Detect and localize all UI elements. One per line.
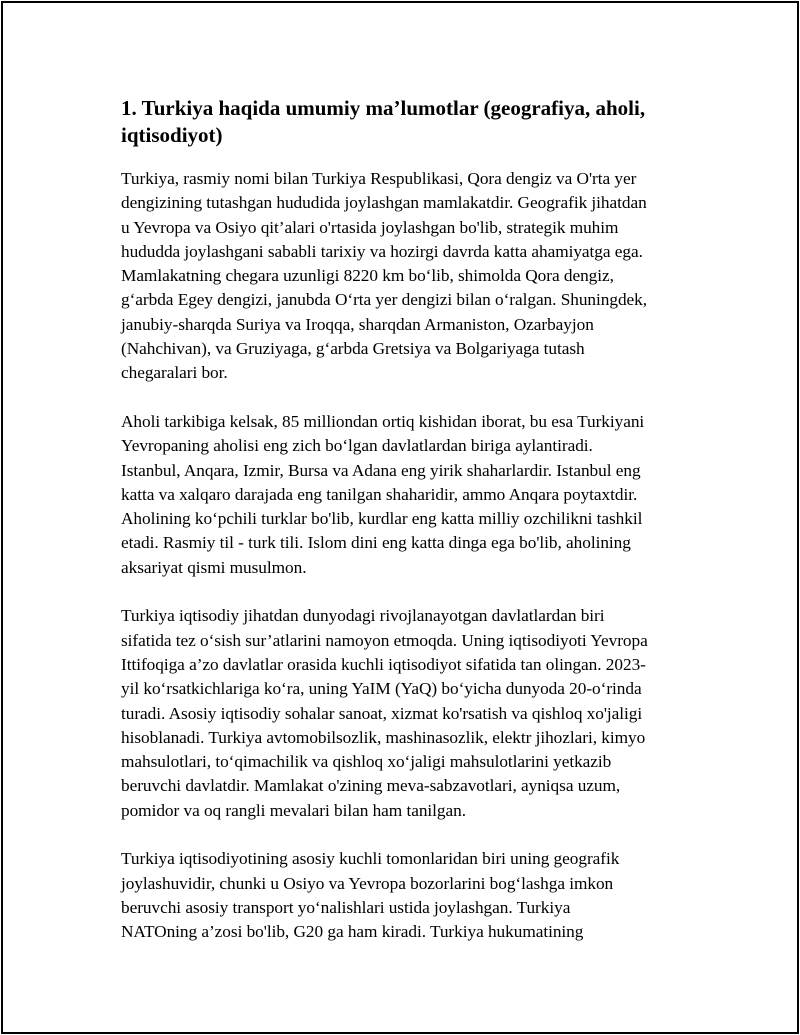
text-line: yil ko‘rsatkichlariga ko‘ra, uning YaIM (YaQ) bo‘yicha dunyoda 20-o‘rinda — [121, 679, 642, 699]
paragraph-geography — [121, 167, 701, 386]
heading-line: iqtisodiyot) — [121, 123, 223, 147]
text-line: joylashuvidir, chunki u Osiyo va Yevropa bozorlarini bog‘lashga imkon — [121, 873, 614, 893]
text-line: Yevropaning aholisi eng zich bo‘lgan davlatlardan biriga aylantiradi. — [121, 436, 593, 456]
text-line: beruvchi davlatdir. Mamlakat o'zining meva-sabzavotlari, ayniqsa uzum, — [121, 776, 621, 796]
text-line: Turkiya, rasmiy nomi bilan Turkiya Respublikasi, Qora dengiz va O'rta yer — [121, 169, 637, 188]
text-line: Turkiya iqtisodiyotining asosiy kuchli tomonlaridan biri uning geografik — [121, 849, 620, 869]
page-frame — [1, 1, 799, 1034]
section-heading — [121, 95, 701, 149]
text-line: beruvchi asosiy transport yo‘nalishlari ustida joylashgan. Turkiya — [121, 897, 571, 917]
text-line: aksariyat qismi musulmon. — [121, 557, 307, 577]
text-line: mahsulotlari, to‘qimachilik va qishloq xo‘jaligi mahsulotlarini yetkazib — [121, 752, 612, 772]
text-line: chegaralari bor. — [121, 363, 228, 383]
text-line: janubiy-sharqda Suriya va Iroqqa, sharqdan Armaniston, Ozarbayjon — [121, 314, 594, 334]
text-line: Istanbul, Anqara, Izmir, Bursa va Adana eng yirik shaharlardir. Istanbul eng — [121, 460, 641, 480]
text-line: etadi. Rasmiy til - turk tili. Islom dini eng katta dinga ega bo'lib, aholining — [121, 533, 631, 553]
text-line: Ittifoqiga a’zo davlatlar orasida kuchli iqtisodiyot sifatida tan olingan. 2023- — [121, 654, 646, 674]
paragraph-economy — [121, 604, 701, 823]
paragraph-economy-strengths — [121, 847, 701, 944]
text-line: turadi. Asosiy iqtisodiy sohalar sanoat, xizmat ko'rsatish va qishloq xo'jaligi — [121, 703, 643, 723]
text-line: NATOning a’zosi bo'lib, G20 ga ham kiradi. Turkiya hukumatining — [121, 922, 584, 942]
text-line: hududda joylashgani sababli tarixiy va hozirgi davrda katta ahamiyatga ega. — [121, 241, 643, 261]
text-line: katta va xalqaro darajada eng tanilgan shaharidir, ammo Anqara poytaxtdir. — [121, 484, 638, 504]
paragraph-population — [121, 410, 701, 580]
text-line: Aholining ko‘pchili turklar bo'lib, kurdlar eng katta milliy ozchilikni tashkil — [121, 509, 643, 529]
document-body — [121, 95, 701, 969]
text-line: pomidor va oq rangli mevalari bilan ham tanilgan. — [121, 800, 466, 820]
text-line: Turkiya iqtisodiy jihatdan dunyodagi rivojlanayotgan davlatlardan biri — [121, 606, 605, 626]
text-line: sifatida tez o‘sish sur’atlarini namoyon etmoqda. Uning iqtisodiyoti Yevropa — [121, 630, 648, 650]
text-line: u Yevropa va Osiyo qit’alari o'rtasida joylashgan bo'lib, strategik muhim — [121, 217, 619, 237]
text-line: Mamlakatning chegara uzunligi 8220 km bo‘lib, shimolda Qora dengiz, — [121, 266, 614, 286]
text-line: g‘arbda Egey dengizi, janubda O‘rta yer dengizi bilan o‘ralgan. Shuningdek, — [121, 290, 648, 310]
text-line: hisoblanadi. Turkiya avtomobilsozlik, mashinasozlik, elektr jihozlari, kimyo — [121, 727, 646, 747]
text-line: (Nahchivan), va Gruziyaga, g‘arbda Gretsiya va Bolgariyaga tutash — [121, 339, 585, 359]
text-line: Aholi tarkibiga kelsak, 85 milliondan ortiq kishidan iborat, bu esa Turkiyani — [121, 411, 645, 431]
heading-line: 1. Turkiya haqida umumiy ma’lumotlar (geografiya, aholi, — [121, 96, 646, 120]
text-line: dengizining tutashgan hududida joylashgan mamlakatdir. Geografik jihatdan — [121, 193, 647, 213]
